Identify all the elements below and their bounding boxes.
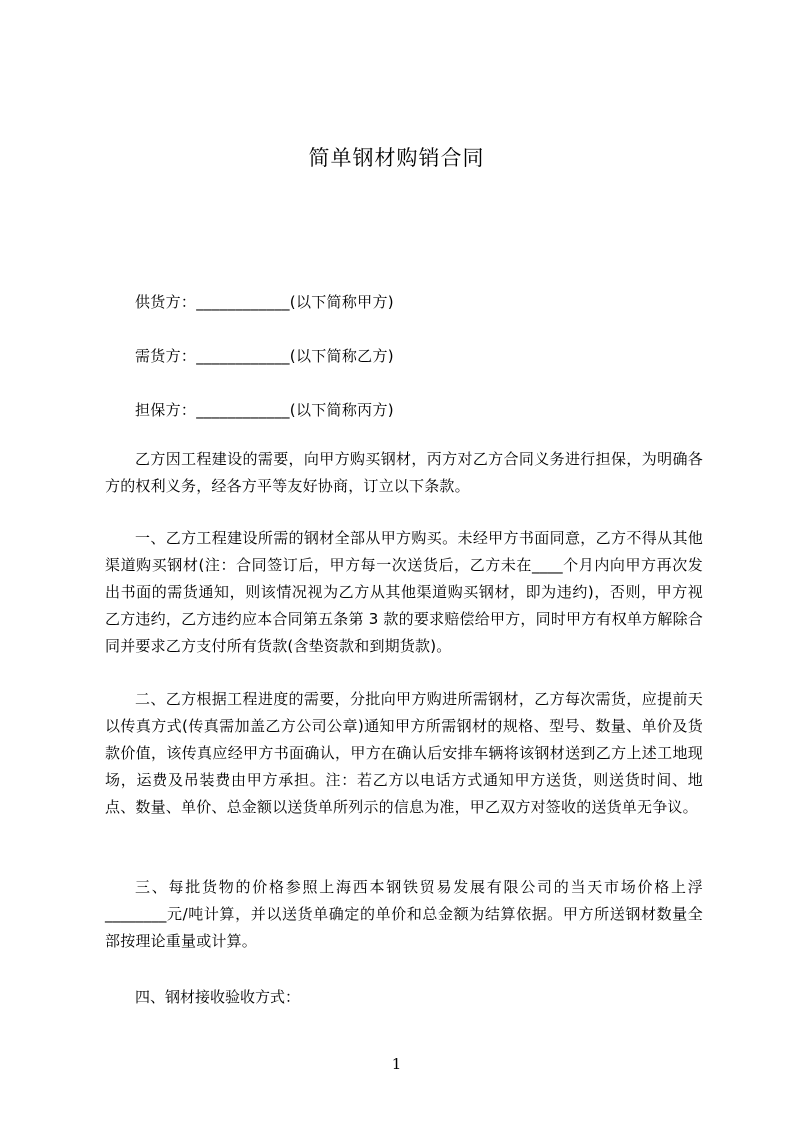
clause-two: 二、乙方根据工程进度的需要，分批向甲方购进所需钢材，乙方每次需货，应提前天以传真方式(传真需加盖乙方公司公章)通知甲方所需钢材的规格、型号、数量、单价及货款价值，该传真应经甲方书面确认，甲方在确认后安排车辆将该钢材送到乙方上述工地现场，运费及吊装费由甲方承担。注：若乙方以电话方式通知甲方送货，则送货时间、地点、数量、单价、总金额以送货单所列示的信息为准，甲乙双方对签收的送货单无争议。 xyxy=(105,690,703,816)
party-buyer: 需货方：____________(以下简称乙方) xyxy=(135,347,394,365)
party-supplier: 供货方：____________(以下简称甲方) xyxy=(135,293,394,311)
page-number: 1 xyxy=(391,1055,402,1073)
intro-paragraph: 乙方因工程建设的需要，向甲方购买钢材，丙方对乙方合同义务进行担保，为明确各方的权利义务，经各方平等友好协商，订立以下条款。 xyxy=(105,450,703,495)
document-title: 简单钢材购销合同 xyxy=(308,146,485,170)
party-guarantor: 担保方：____________(以下简称丙方) xyxy=(135,401,394,419)
clause-three: 三、每批货物的价格参照上海西本钢铁贸易发展有限公司的当天市场价格上浮________元/吨计算，并以送货单确定的单价和总金额为结算依据。甲方所送钢材数量全部按理论重量或计算。 xyxy=(105,878,703,950)
section-four-heading: 四、钢材接收验收方式： xyxy=(135,988,301,1006)
clause-one: 一、乙方工程建设所需的钢材全部从甲方购买。未经甲方书面同意，乙方不得从其他渠道购买钢材(注：合同签订后，甲方每一次送货后，乙方未在____个月内向甲方再次发出书面的需货通知，则该情况视为乙方从其他渠道购买钢材，即为违约)，否则，甲方视乙方违约，乙方违约应本合同第五条第 3 款的要求赔偿给甲方，同时甲方有权单方解除合同并要求乙方支付所有货款(含垫资款和到期货款)。 xyxy=(105,529,703,655)
